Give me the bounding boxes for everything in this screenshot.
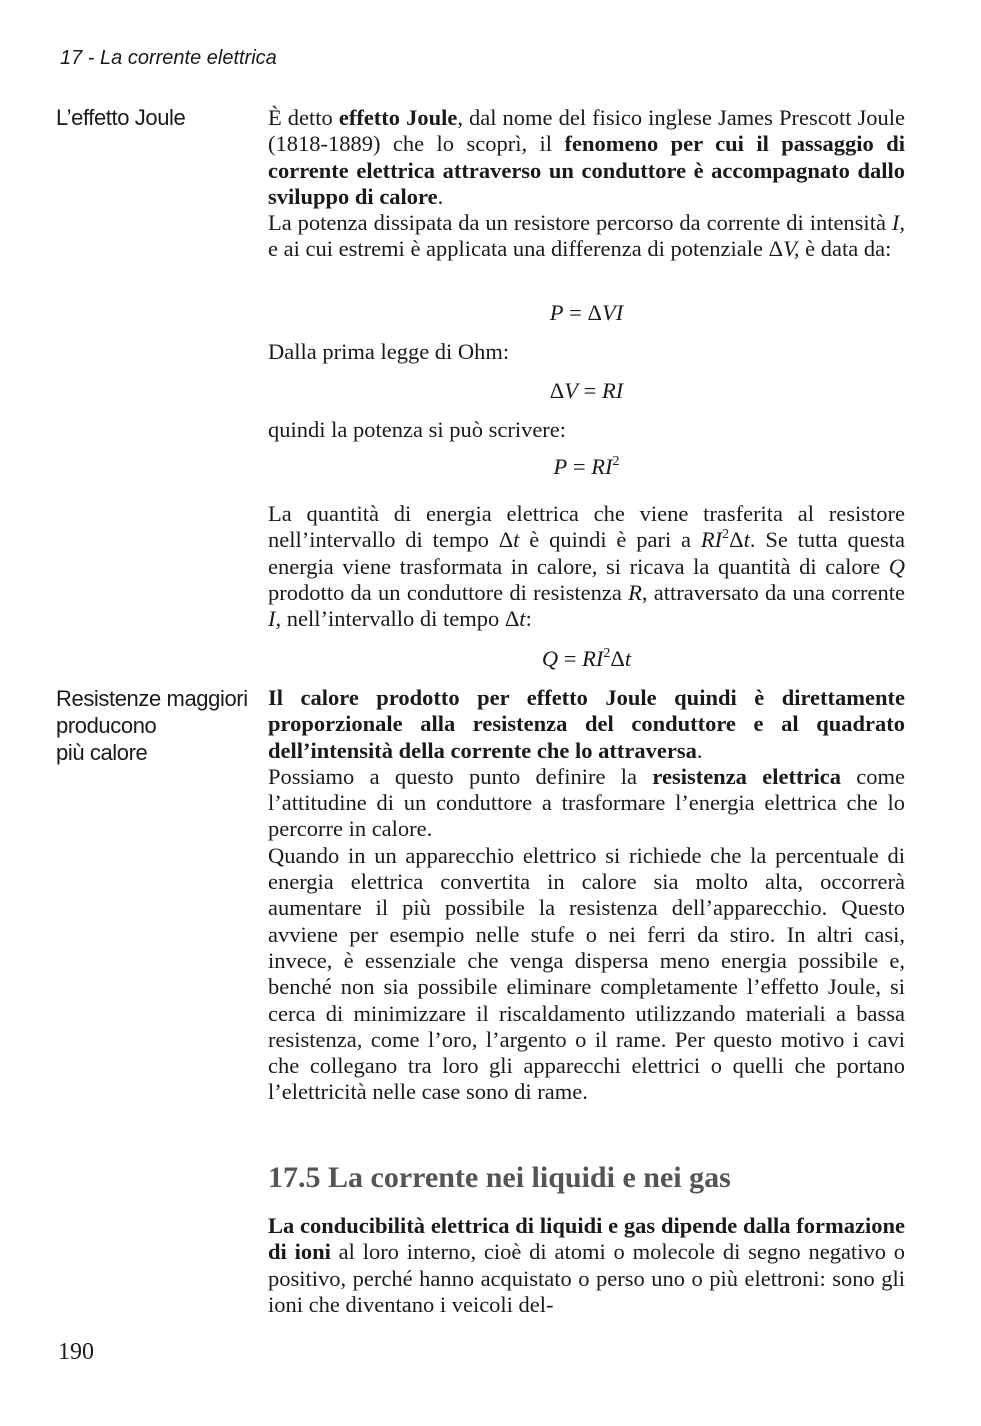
margin-note-joule	[56, 104, 256, 131]
margin-note-line: Resistenze maggiori	[56, 686, 248, 711]
term-resistenza-elettrica: resistenza elettrica	[652, 763, 841, 789]
equation-ohm: ΔV = RI	[549, 378, 624, 403]
margin-note-line: producono	[56, 713, 157, 738]
definition-highlight: fenomeno per cui il passaggio di corrente elettrica attraverso un conduttore è accompagnato dallo sviluppo di calore	[268, 131, 905, 209]
equation-heat: $Q = RI^2\Delta t$	[541, 646, 632, 671]
equation-power-ri2: $P = RI^2$	[553, 454, 620, 479]
page-number: 190	[58, 1339, 94, 1365]
paragraph-energy-heat: La quantità di energia elettrica che viene trasferita al resistore nell’intervallo di tempo Δt è quindi è pari a $RI^2\Delta t$. Se tutta questa energia viene trasformata in calore, si ricava la quantità di calore Q prodotto da un conduttore di resistenza R, attraversato da una corrente I, nell’intervallo di tempo Δt:	[268, 501, 905, 632]
paragraph-effetto-joule	[268, 105, 905, 263]
equation-power: P = ΔVI	[549, 300, 624, 325]
line-potenza: quindi la potenza si può scrivere:	[268, 417, 567, 442]
margin-note-line: più calore	[56, 740, 148, 765]
term-effetto-joule: effetto Joule	[338, 105, 458, 130]
margin-note-line: L’effetto Joule	[56, 105, 186, 130]
running-header: 17 - La corrente elettrica	[60, 47, 277, 69]
margin-note-resistance	[56, 685, 256, 766]
resistance-definition: Possiamo a questo punto definire la resistenza elettrica come l’attitudine di un conduttore a trasformare l’energia elettrica che lo percorre in calore.	[268, 763, 905, 842]
paragraph-resistance	[268, 685, 905, 1106]
section-title: 17.5 La corrente nei liquidi e nei gas	[268, 1161, 731, 1194]
paragraph-ions: La conducibilità elettrica di liquidi e gas dipende dalla formazione di ioni al loro interno, cioè di atomi o molecole di segno negativo o positivo, perché hanno acquistato o perso uno o più elettroni: sono gli ioni che diventano i veicoli del-	[268, 1213, 905, 1317]
definition-paragraph: È detto effetto Joule, dal nome del fisico inglese James Prescott Joule (1818-1889) che lo scoprì, il fenomeno per cui il passaggio di corrente elettrica attraverso un conduttore è accompagnato dallo sviluppo di calore.	[268, 105, 906, 209]
power-paragraph: La potenza dissipata da un resistore percorso da corrente di intensità I, e ai cui estremi è applicata una differenza di potenziale ΔV, è data da:	[268, 210, 905, 262]
line-ohm: Dalla prima legge di Ohm:	[268, 339, 510, 364]
key-statement: Il calore prodotto per effetto Joule quindi è direttamente proporzionale alla resistenza del conduttore e al quadrato dell’intensità della corrente che lo attraversa.	[268, 685, 905, 763]
applications-paragraph: Quando in un apparecchio elettrico si richiede che la percentuale di energia elettrica convertita in calore sia molto alta, occorrerà aumentare il più possibile la resistenza dell’apparecchio. Questo avviene per esempio nelle stufe o nei ferri da stiro. In altri casi, invece, è essenziale che venga dispersa meno energia possibile e, benché non sia possibile eliminare completamente l’effetto Joule, si cerca di minimizzare il riscaldamento utilizzando materiali a bassa resistenza, come l’oro, l’argento o il rame. Per questo motivo i cavi che collegano tra loro gli apparecchi elettrici o quelli che portano l’elettricità nelle case sono di rame.	[268, 842, 905, 1105]
